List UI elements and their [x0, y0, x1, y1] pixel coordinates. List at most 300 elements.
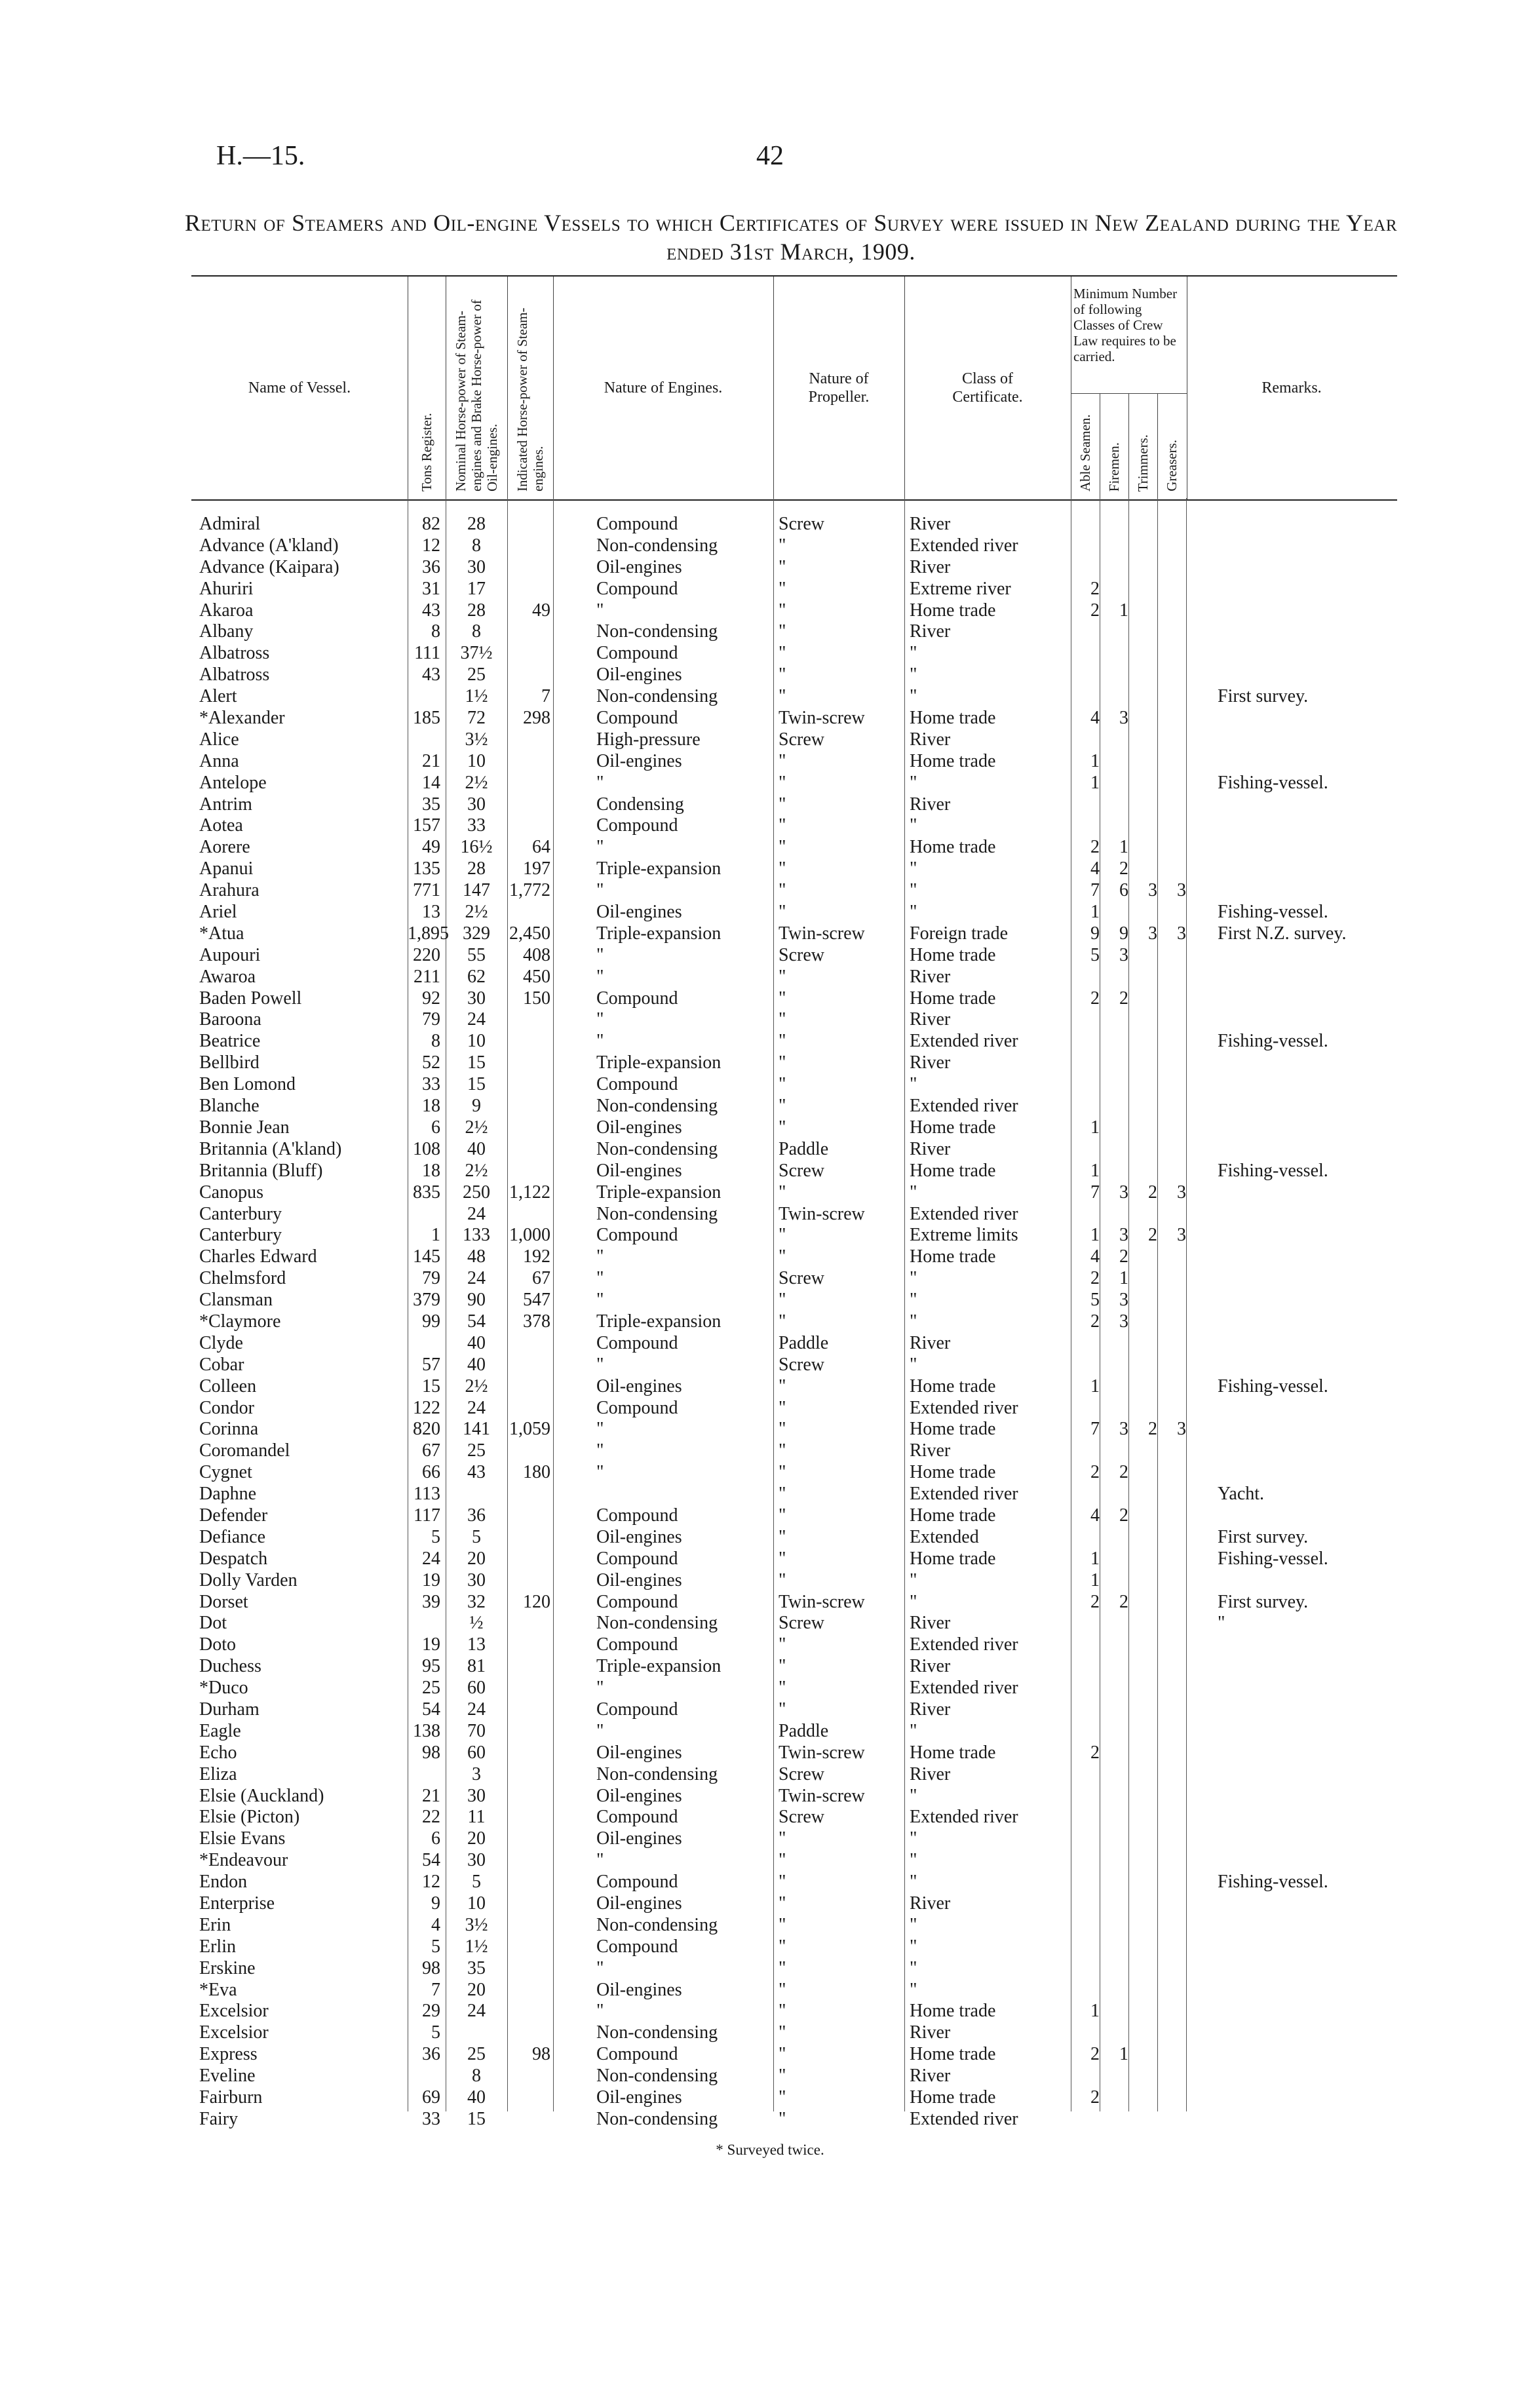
remarks: First survey. [1218, 686, 1309, 707]
indicated-hp: 180 [523, 1462, 550, 1483]
certificate-class: " [910, 902, 917, 923]
header-propeller-cell [773, 277, 904, 499]
nature-of-engines: Non-condensing [596, 1914, 718, 1935]
vessel-name: Dolly Varden [199, 1569, 298, 1590]
able-seamen: 7 [1090, 1419, 1100, 1440]
vessel-name: Express [199, 2044, 258, 2065]
nature-of-propeller: Screw [779, 1763, 824, 1784]
nature-of-propeller: " [779, 1656, 786, 1677]
vessel-name: Beatrice [199, 1031, 261, 1052]
tons-register: 36 [422, 2044, 440, 2065]
nominal-hp: 81 [467, 1656, 486, 1677]
certificate-class: River [910, 1009, 951, 1030]
vessel-name: Excelsior [199, 2022, 269, 2043]
vessel-name: *Atua [199, 923, 244, 944]
nature-of-engines: Non-condensing [596, 1096, 718, 1117]
able-seamen: 2 [1090, 2087, 1100, 2108]
nature-of-propeller: " [779, 966, 786, 987]
vessel-name: Colleen [199, 1376, 257, 1396]
indicated-hp: 7 [541, 686, 550, 707]
firemen: 1 [1119, 2044, 1128, 2065]
nominal-hp: 1½ [465, 686, 488, 707]
table-row [191, 1117, 1397, 1139]
nature-of-propeller: Screw [779, 1160, 824, 1181]
table-row [191, 967, 1397, 988]
nominal-hp: 8 [472, 535, 481, 556]
tons-register: 69 [422, 2087, 440, 2108]
table-row [191, 1204, 1397, 1225]
vessel-name: *Claymore [199, 1311, 281, 1332]
able-seamen: 2 [1090, 1462, 1100, 1483]
tons-register: 29 [422, 2001, 440, 2022]
nature-of-engines: Compound [596, 1634, 678, 1655]
nominal-hp: 3½ [465, 729, 488, 750]
nominal-hp: 20 [467, 1828, 486, 1849]
vessel-name: Britannia (A'kland) [199, 1138, 342, 1159]
vessel-name: Arahura [199, 880, 260, 901]
vessel-name: Erlin [199, 1936, 236, 1957]
table-row [191, 1484, 1397, 1505]
nature-of-propeller: " [779, 1311, 786, 1332]
tons-register: 31 [422, 578, 440, 599]
certificate-class: " [910, 1828, 917, 1849]
vessel-name: Antrim [199, 794, 252, 815]
nature-of-propeller: " [779, 2087, 786, 2108]
nature-of-engines: Non-condensing [596, 2108, 718, 2129]
nature-of-engines: Compound [596, 1225, 678, 1246]
certificate-class: " [910, 1182, 917, 1203]
able-seamen: 5 [1090, 1290, 1100, 1311]
nature-of-engines: " [596, 600, 604, 621]
tons-register: 211 [414, 966, 440, 987]
remarks: Fishing-vessel. [1218, 1031, 1328, 1052]
nature-of-propeller: " [779, 1936, 786, 1957]
nature-of-propeller: " [779, 1397, 786, 1418]
indicated-hp: 450 [523, 966, 550, 987]
certificate-class: Home trade [910, 750, 996, 771]
vessel-name: Despatch [199, 1548, 268, 1569]
nominal-hp: 3½ [465, 1914, 488, 1935]
tons-register: 108 [413, 1138, 440, 1159]
nature-of-engines: Oil-engines [596, 1117, 682, 1138]
remarks: Fishing-vessel. [1218, 772, 1328, 793]
vessel-name: Anna [199, 750, 239, 771]
certificate-class: " [910, 664, 917, 685]
able-seamen: 1 [1090, 750, 1100, 771]
table-row [191, 2044, 1397, 2066]
nature-of-propeller: " [779, 1376, 786, 1396]
vessel-name: Defiance [199, 1526, 266, 1547]
nominal-hp: 8 [472, 621, 481, 642]
vessel-name: Fairburn [199, 2087, 263, 2108]
table-row [191, 1376, 1397, 1398]
able-seamen: 2 [1090, 600, 1100, 621]
greasers: 3 [1177, 880, 1186, 901]
indicated-hp: 1,000 [509, 1225, 550, 1246]
tons-register: 135 [413, 858, 440, 879]
nominal-hp: 3 [472, 1763, 481, 1784]
table-row [191, 1052, 1397, 1074]
indicated-hp: 378 [523, 1311, 550, 1332]
able-seamen: 7 [1090, 880, 1100, 901]
vessel-name: Charles Edward [199, 1246, 317, 1267]
nature-of-engines: Oil-engines [596, 556, 682, 577]
header-able-seamen: Able Seamen. [1077, 414, 1093, 491]
tons-register: 122 [413, 1397, 440, 1418]
vessel-name: Defender [199, 1505, 268, 1526]
nature-of-propeller: " [779, 988, 786, 1009]
firemen: 2 [1119, 1246, 1128, 1267]
vessel-name: Coromandel [199, 1440, 290, 1461]
nature-of-engines: Compound [596, 1548, 678, 1569]
able-seamen: 1 [1090, 1225, 1100, 1246]
nature-of-engines: Compound [596, 1699, 678, 1720]
nominal-hp: 72 [467, 708, 486, 729]
tons-register: 79 [422, 1268, 440, 1289]
nominal-hp: 20 [467, 1979, 486, 2000]
table-row [191, 1290, 1397, 1311]
certificate-class: Home trade [910, 1246, 996, 1267]
certificate-class: Home trade [910, 1505, 996, 1526]
certificate-class: River [910, 1052, 951, 1073]
table-row [191, 1333, 1397, 1355]
header-crew-requirement: Minimum Number of following Classes of Crew Law requires to be carried. [1073, 286, 1178, 364]
vessel-name: Eagle [199, 1720, 241, 1741]
certificate-class: " [910, 1569, 917, 1590]
tons-register: 12 [422, 535, 440, 556]
tons-register: 54 [422, 1850, 440, 1871]
firemen: 6 [1119, 880, 1128, 901]
tons-register: 835 [413, 1182, 440, 1203]
nature-of-engines: Compound [596, 1332, 678, 1353]
certificate-class: Home trade [910, 600, 996, 621]
certificate-class: Home trade [910, 1117, 996, 1138]
certificate-class: River [910, 2022, 951, 2043]
nominal-hp: 43 [467, 1462, 486, 1483]
table-row [191, 1980, 1397, 2001]
vessel-name: Canterbury [199, 1225, 282, 1246]
nominal-hp: 48 [467, 1246, 486, 1267]
able-seamen: 7 [1090, 1182, 1100, 1203]
table-row [191, 1743, 1397, 1764]
tons-register: 57 [422, 1354, 440, 1375]
header-nature-of-engines: Nature of Engines. [604, 379, 723, 396]
able-seamen: 2 [1090, 837, 1100, 858]
vessel-name: Durham [199, 1699, 260, 1720]
table-row [191, 1268, 1397, 1290]
vessel-name: Alice [199, 729, 239, 750]
remarks: " [1218, 1613, 1225, 1634]
tons-register: 18 [422, 1160, 440, 1181]
able-seamen: 4 [1090, 1505, 1100, 1526]
table-row [191, 794, 1397, 816]
header-able-cell [1071, 277, 1100, 499]
nominal-hp: 28 [467, 858, 486, 879]
tons-register: 43 [422, 600, 440, 621]
vessel-name: Bellbird [199, 1052, 260, 1073]
nature-of-engines: " [596, 1462, 604, 1483]
nature-of-propeller: Twin-screw [779, 1742, 865, 1763]
nature-of-propeller: " [779, 1548, 786, 1569]
nature-of-engines: Oil-engines [596, 1785, 682, 1806]
nature-of-propeller: " [779, 1634, 786, 1655]
nature-of-propeller: " [779, 1828, 786, 1849]
nature-of-engines: Triple-expansion [596, 923, 722, 944]
header-nature-of-propeller: Nature of Propeller. [808, 370, 870, 406]
able-seamen: 1 [1090, 902, 1100, 923]
table-row [191, 837, 1397, 858]
vessel-name: Enterprise [199, 1893, 275, 1914]
vessel-name: Elsie Evans [199, 1828, 286, 1849]
table-row [191, 579, 1397, 600]
certificate-class: River [910, 1656, 951, 1677]
vessel-name: Cygnet [199, 1462, 252, 1483]
vessel-name: Albatross [199, 664, 270, 685]
nominal-hp: 8 [472, 2066, 481, 2087]
nominal-hp: 40 [467, 2087, 486, 2108]
nature-of-engines: Non-condensing [596, 1203, 718, 1224]
nature-of-propeller: " [779, 643, 786, 664]
vessel-name: Erskine [199, 1957, 256, 1978]
able-seamen: 1 [1090, 1569, 1100, 1590]
certificate-class: Home trade [910, 1160, 996, 1181]
nature-of-propeller: " [779, 837, 786, 858]
nominal-hp: 33 [467, 815, 486, 836]
certificate-class: Home trade [910, 2001, 996, 2022]
vessel-name: Cobar [199, 1354, 244, 1375]
tons-register: 54 [422, 1699, 440, 1720]
nature-of-engines: Non-condensing [596, 2066, 718, 2087]
nominal-hp: 10 [467, 1031, 486, 1052]
able-seamen: 2 [1090, 988, 1100, 1009]
nature-of-propeller: Screw [779, 1354, 824, 1375]
nominal-hp: 15 [467, 1052, 486, 1073]
firemen: 3 [1119, 1290, 1128, 1311]
able-seamen: 4 [1090, 708, 1100, 729]
header-greasers: Greasers. [1164, 440, 1180, 491]
header-trimmers: Trimmers. [1135, 434, 1151, 491]
remarks: First survey. [1218, 1591, 1309, 1612]
certificate-class: " [910, 1914, 917, 1935]
nature-of-engines: Triple-expansion [596, 1052, 722, 1073]
certificate-class: Home trade [910, 988, 996, 1009]
vessel-name: Albany [199, 621, 254, 642]
vessel-name: *Alexander [199, 708, 285, 729]
tons-register: 220 [413, 944, 440, 965]
tons-register: 66 [422, 1462, 440, 1483]
certificate-class: Extreme river [910, 578, 1011, 599]
nature-of-engines: Oil-engines [596, 1376, 682, 1396]
tons-register: 95 [422, 1656, 440, 1677]
nature-of-propeller: " [779, 686, 786, 707]
nominal-hp: 11 [467, 1807, 486, 1828]
vessel-name: Aorere [199, 837, 250, 858]
nature-of-engines: Oil-engines [596, 664, 682, 685]
certificate-class: " [910, 880, 917, 901]
certificate-class: River [910, 1332, 951, 1353]
certificate-class: Home trade [910, 1742, 996, 1763]
table-row [191, 1225, 1397, 1246]
certificate-class: Home trade [910, 1419, 996, 1440]
tons-register: 8 [431, 1031, 440, 1052]
tons-register: 14 [422, 772, 440, 793]
nominal-hp: 60 [467, 1742, 486, 1763]
tons-register: 92 [422, 988, 440, 1009]
nature-of-engines: " [596, 1290, 604, 1311]
vessel-name: Baroona [199, 1009, 261, 1030]
nature-of-engines: Compound [596, 514, 678, 534]
vessel-name: Daphne [199, 1484, 257, 1505]
indicated-hp: 298 [523, 708, 550, 729]
header-nominal-hp: Nominal Horse-power of Steam-engines and Brake Horse-power of Oil-engines. [453, 299, 500, 491]
nominal-hp: 30 [467, 556, 486, 577]
tons-register: 18 [422, 1096, 440, 1117]
table-row [191, 1355, 1397, 1376]
footnote: * Surveyed twice. [716, 2142, 824, 2158]
certificate-class: " [910, 1354, 917, 1375]
tons-register: 99 [422, 1311, 440, 1332]
table-row [191, 729, 1397, 751]
nature-of-engines: " [596, 1009, 604, 1030]
nature-of-propeller: " [779, 880, 786, 901]
table-row [191, 1570, 1397, 1592]
table-row [191, 902, 1397, 923]
nature-of-engines: Oil-engines [596, 1526, 682, 1547]
indicated-hp: 1,059 [509, 1419, 550, 1440]
remarks: First N.Z. survey. [1218, 923, 1347, 944]
nature-of-engines: " [596, 1440, 604, 1461]
table-row [191, 1419, 1397, 1440]
nature-of-propeller: " [779, 1979, 786, 2000]
nature-of-engines: " [596, 1419, 604, 1440]
nature-of-engines: Triple-expansion [596, 1182, 722, 1203]
nature-of-propeller: " [779, 794, 786, 815]
nature-of-propeller: " [779, 578, 786, 599]
certificate-class: " [910, 1290, 917, 1311]
nature-of-engines: " [596, 837, 604, 858]
nominal-hp: 25 [467, 2044, 486, 2065]
table-row [191, 815, 1397, 837]
nominal-hp: 40 [467, 1354, 486, 1375]
nature-of-propeller: " [779, 1009, 786, 1030]
vessel-name: Baden Powell [199, 988, 302, 1009]
tons-register: 8 [431, 621, 440, 642]
nominal-hp: 54 [467, 1311, 486, 1332]
certificate-class: " [910, 1957, 917, 1978]
tons-register: 13 [422, 902, 440, 923]
nature-of-propeller: Paddle [779, 1720, 829, 1741]
indicated-hp: 197 [523, 858, 550, 879]
tons-register: 67 [422, 1440, 440, 1461]
nature-of-propeller: " [779, 1526, 786, 1547]
tons-register: 113 [414, 1484, 440, 1505]
table-row [191, 1311, 1397, 1333]
vessel-name: Eveline [199, 2066, 256, 2087]
tons-register: 98 [422, 1742, 440, 1763]
nature-of-propeller: Screw [779, 1268, 824, 1289]
tons-register: 43 [422, 664, 440, 685]
nominal-hp: 5 [472, 1526, 481, 1547]
vessel-name: *Duco [199, 1678, 248, 1699]
remarks: Fishing-vessel. [1218, 1160, 1328, 1181]
tons-register: 111 [414, 643, 440, 664]
nature-of-engines: Non-condensing [596, 2022, 718, 2043]
certificate-class: River [910, 621, 951, 642]
table-row [191, 1074, 1397, 1096]
table-row [191, 600, 1397, 622]
certificate-class: Extended [910, 1526, 979, 1547]
able-seamen: 2 [1090, 1268, 1100, 1289]
nature-of-engines: Oil-engines [596, 902, 682, 923]
nature-of-propeller: Paddle [779, 1138, 829, 1159]
able-seamen: 9 [1090, 923, 1100, 944]
tons-register: 22 [422, 1807, 440, 1828]
nature-of-engines: Compound [596, 1505, 678, 1526]
certificate-class: " [910, 1720, 917, 1741]
nominal-hp: 25 [467, 664, 486, 685]
nominal-hp: 90 [467, 1290, 486, 1311]
nature-of-propeller: " [779, 902, 786, 923]
table-row [191, 1398, 1397, 1419]
certificate-class: Home trade [910, 837, 996, 858]
nature-of-propeller: " [779, 1440, 786, 1461]
table-row [191, 945, 1397, 967]
nominal-hp: 60 [467, 1678, 486, 1699]
certificate-class: " [910, 1872, 917, 1893]
nominal-hp: 25 [467, 1440, 486, 1461]
nature-of-propeller: " [779, 1031, 786, 1052]
certificate-class: Extended river [910, 1096, 1018, 1117]
header-indicated-hp: Indicated Horse-power of Steam-engines. [514, 307, 546, 491]
indicated-hp: 150 [523, 988, 550, 1009]
nature-of-engines: " [596, 1850, 604, 1871]
nature-of-propeller: " [779, 600, 786, 621]
nominal-hp: 24 [467, 1699, 486, 1720]
tons-register: 4 [431, 1914, 440, 1935]
certificate-class: River [910, 1763, 951, 1784]
tons-register: 157 [413, 815, 440, 836]
nature-of-engines: Compound [596, 578, 678, 599]
able-seamen: 4 [1090, 1246, 1100, 1267]
table-row [191, 1182, 1397, 1204]
certificate-class: Home trade [910, 2087, 996, 2108]
nominal-hp: 70 [467, 1720, 486, 1741]
vessel-name: Awaroa [199, 966, 256, 987]
nominal-hp: 55 [467, 944, 486, 965]
nominal-hp: 13 [467, 1634, 486, 1655]
indicated-hp: 1,772 [509, 880, 550, 901]
able-seamen: 2 [1090, 578, 1100, 599]
page-reference: H.—15. [216, 141, 305, 171]
nature-of-propeller: " [779, 535, 786, 556]
tons-register: 33 [422, 2108, 440, 2129]
nature-of-engines: " [596, 880, 604, 901]
vessel-name: *Eva [199, 1979, 237, 2000]
tons-register: 5 [431, 2022, 440, 2043]
nature-of-engines: Compound [596, 708, 678, 729]
nominal-hp: 2½ [465, 1117, 488, 1138]
nominal-hp: 24 [467, 1203, 486, 1224]
vessel-name: Ahuriri [199, 578, 254, 599]
table-row [191, 643, 1397, 664]
table-row [191, 1699, 1397, 1721]
nature-of-engines: Compound [596, 988, 678, 1009]
nature-of-propeller: " [779, 815, 786, 836]
greasers: 3 [1177, 1419, 1186, 1440]
tons-register: 25 [422, 1678, 440, 1699]
header-name-cell [191, 277, 408, 499]
certificate-class: Foreign trade [910, 923, 1009, 944]
